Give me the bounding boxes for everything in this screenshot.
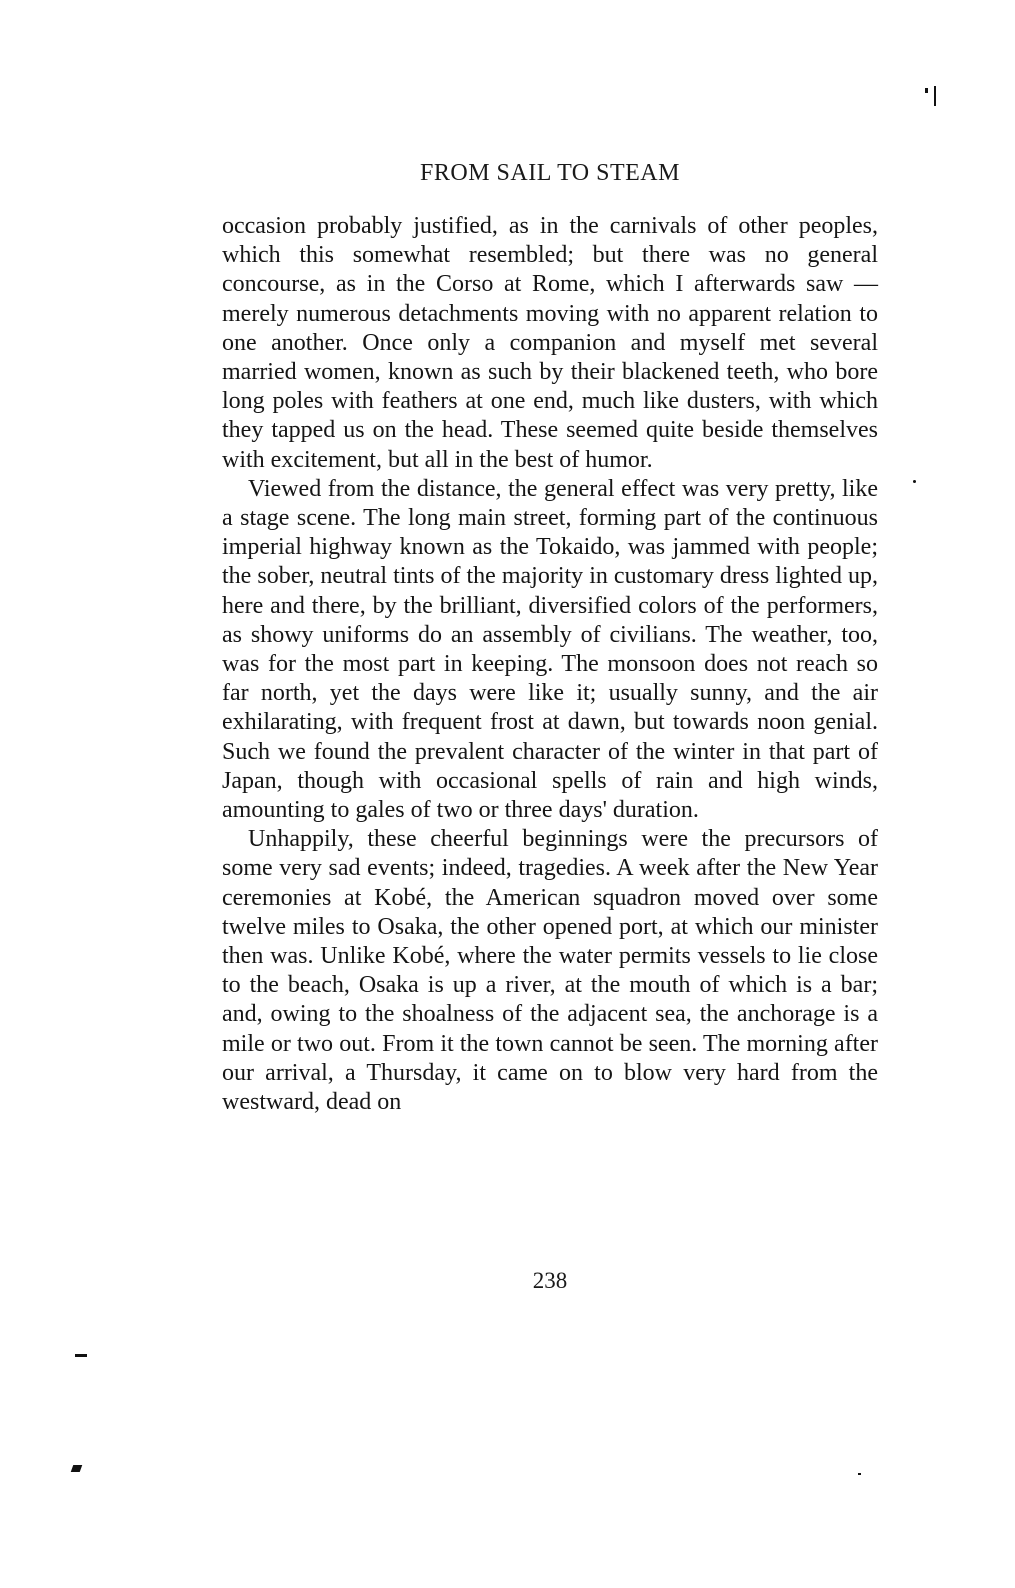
page-number: 238 [532, 1268, 568, 1293]
body-text [222, 212, 878, 1117]
running-head: FROM SAIL TO STEAM [420, 160, 680, 186]
paragraph-3: Unhappily, these cheerful beginnings were the precursors of some very sad events; indeed, tragedies. A week after the New Year ceremonies at Kobé, the American squadron moved over some twelve miles to Osaka, the other opened port, at which our minister then was. Unlike Kobé, where the water permits vessels to lie close to the beach, Osaka is up a river, at the mouth of which is a bar; and, owing to the shoalness of the adjacent sea, the anchorage is a mile or two out. From it the town cannot be seen. The morning after our arrival, a Thursday, it came on to blow very hard from the westward, dead on [222, 826, 878, 1116]
scan-speck [934, 86, 936, 106]
scan-speck [858, 1473, 861, 1475]
paragraph-1: occasion probably justified, as in the carnivals of other peoples, which this somewhat resembled; but there was no general concourse, as in the Corso at Rome, which I afterwards saw — merely numerous detachments moving with no apparent relation to one another. Once only a companion and myself met several married women, known as such by their blackened teeth, who bore long poles with feathers at one end, much like dusters, with which they tapped us on the head. These seemed quite beside themselves with excitement, but all in the best of humor. [222, 213, 878, 473]
paragraph-2: Viewed from the distance, the general effect was very pretty, like a stage scene. The long main street, forming part of the continuous imperial highway known as the Tokaido, was jammed with people; the sober, neutral tints of the majority in customary dress lighted up, here and there, by the brilliant, diversified colors of the performers, as showy uniforms do an assembly of civilians. The weather, too, was for the most part in keeping. The monsoon does not reach so far north, yet the days were like it; usually sunny, and the air exhilarating, with frequent frost at dawn, but towards noon genial. Such we found the prevalent character of the winter in that part of Japan, though with occasional spells of rain and high winds, amounting to gales of two or three days' duration. [222, 475, 878, 824]
scan-speck [913, 480, 916, 483]
scan-speck [75, 1354, 87, 1357]
scan-speck [71, 1465, 83, 1472]
scan-speck [925, 88, 928, 93]
